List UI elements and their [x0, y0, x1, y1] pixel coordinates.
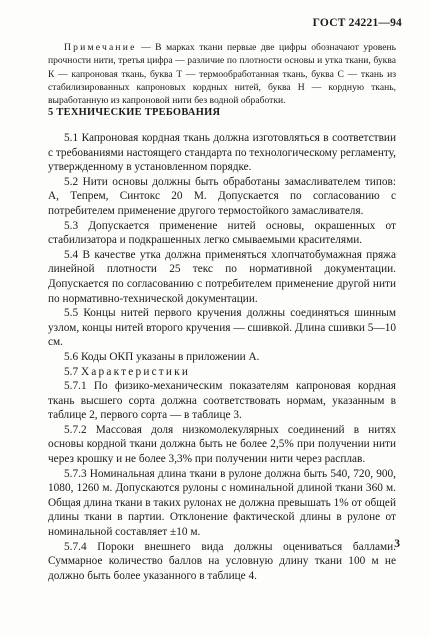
paragraph-5-1: 5.1 Капроновая кордная ткань должна изготовляться в соответствии с требованиями настоящего стандарта по технологическому регламенту, утвержденному в установленном порядке.	[48, 132, 396, 174]
page-number: 3	[394, 538, 400, 550]
paragraph-5-4: 5.4 В качестве утка должна применяться хлопчатобумажная пряжа линейной плотности 25 текс по нормативной документации. Допускается по согласованию с потребителем применение другой нити по нормативно-технической документации.	[48, 248, 396, 305]
paragraph-5-7-heading: Характеристики	[80, 365, 191, 378]
paragraph-5-6: 5.6 Коды ОКП указаны в приложении А.	[64, 350, 260, 363]
paragraph-5-7-3: 5.7.3 Номинальная длина ткани в рулоне должна быть 540, 720, 900, 1080, 1260 м. Допускаются рулоны с номинальной длиной ткани 360 м. Общая длина ткани в таких рулонах не должна превышать 1% от общей длины ткани в партии. Отклонение фактической длины в рулоне от номинальной составляет ±10 м.	[48, 467, 396, 539]
paragraph-5-7-1: 5.7.1 По физико-механическим показателям капроновая кордная ткань высшего сорта должна соответствовать нормам, указанным в таблице 2, первого сорта — в таблице 3.	[48, 380, 396, 422]
standard-header: ГОСТ 24221—94	[312, 17, 402, 29]
note-block	[48, 41, 396, 107]
paragraph-5-7-4: 5.7.4 Пороки внешнего вида должны оцениваться баллами. Суммарное количество баллов на условную длину ткани 100 м не должно быть более указанного в таблице 4.	[48, 540, 396, 582]
paragraph-5-3: 5.3 Допускается применение нитей основы, окрашенных от стабилизатора и подкрашенных легко смываемыми красителями.	[48, 219, 396, 247]
section-title: 5 ТЕХНИЧЕСКИЕ ТРЕБОВАНИЯ	[48, 107, 221, 118]
note-text: — В марках ткани первые две цифры обозначают уровень прочности нити, третья цифра — различие по плотности основы и утка ткани, буква К — капроновая ткань, буква Т — термообработанная ткань, буква С — ткань из стабилизированных капроновых кордных нитей, буква Н — кордную ткань, выработанную из капроновой нити без водной обработки.	[48, 42, 396, 107]
paragraph-5-7-number: 5.7	[64, 365, 81, 378]
note-label: Примечание	[64, 42, 137, 53]
paragraph-5-5: 5.5 Концы нитей первого кручения должны соединяться шинным узлом, концы нитей второго кручения — сшивкой. Длина сшивки 5—10 см.	[48, 307, 396, 349]
paragraph-5-7	[48, 365, 396, 380]
section-body	[48, 131, 396, 583]
paragraph-5-7-2: 5.7.2 Массовая доля низкомолекулярных соединений в нитях основы кордной ткани должна быть не более 2,5% при получении нити через крошку и не более 3,3% при получении нити через расплав.	[48, 423, 396, 466]
paragraph-5-2: 5.2 Нити основы должны быть обработаны замасливателем типов: А, Тепрем, Синтокс 20 М. Допускается по согласованию с потребителем применение другого термостойкого замасливателя.	[48, 175, 396, 217]
